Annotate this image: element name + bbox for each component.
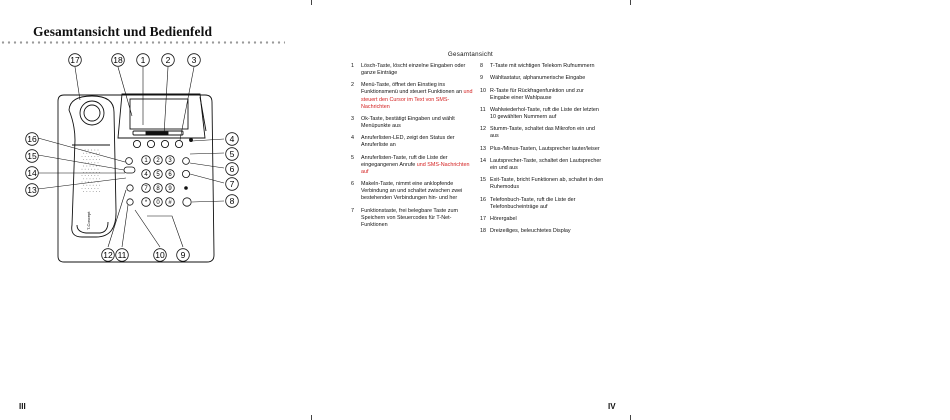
- keypad-key[interactable]: [154, 156, 163, 165]
- callout-number: 3: [191, 55, 197, 65]
- grille-dot: [83, 185, 84, 186]
- grille-dot: [85, 156, 86, 157]
- legend-item: [351, 181, 476, 202]
- callout-number: 10: [155, 250, 165, 260]
- legend-item-number: 10: [480, 87, 486, 94]
- grille-dot: [99, 185, 100, 186]
- grille-dot: [86, 178, 87, 179]
- keypad-key[interactable]: [166, 170, 175, 179]
- callout-number: 14: [27, 168, 37, 178]
- callout-14: [26, 167, 39, 180]
- grille-dot: [88, 162, 89, 163]
- grille-dot: [90, 185, 91, 186]
- callout-17: [69, 54, 82, 67]
- grille-dot: [96, 166, 97, 167]
- grille-dot: [88, 150, 89, 151]
- grille-dot: [91, 175, 92, 176]
- callout-number: 7: [229, 179, 235, 189]
- left-function-buttons: [124, 158, 191, 207]
- callout-number: 4: [229, 134, 235, 144]
- legend-item-text: Dreizeiliges, beleuchtetes Display: [490, 228, 571, 235]
- legend-item-number: 8: [480, 63, 483, 69]
- grille-dot: [83, 159, 84, 160]
- legend-item: [480, 158, 605, 172]
- callout-number: 12: [103, 250, 113, 260]
- keypad-key[interactable]: [166, 156, 175, 165]
- legend-item: [351, 82, 476, 110]
- keypad: [142, 156, 175, 207]
- legend-item: [480, 126, 605, 140]
- legend-item-number: 7: [351, 207, 354, 214]
- grille-dot: [85, 188, 86, 189]
- callout-number: 1: [140, 55, 146, 65]
- grille-dot: [91, 156, 92, 157]
- crop-mark: [311, 0, 312, 5]
- callout-12: [102, 249, 115, 262]
- legend-item: [351, 135, 476, 149]
- grille-dot: [93, 185, 94, 186]
- callout-number: 15: [27, 151, 37, 161]
- crop-mark: [630, 0, 631, 5]
- legend-item-number: 1: [351, 63, 354, 69]
- grille-dot: [98, 188, 99, 189]
- crop-mark: [630, 415, 631, 420]
- callout-number: 2: [165, 55, 171, 65]
- legend-item-text: R-Taste für Rückfragenfunktion und zur Eingabe einer Wahlpause: [490, 87, 584, 101]
- keypad-key[interactable]: [154, 170, 163, 179]
- legend-item: [480, 75, 605, 82]
- grille-dot: [98, 169, 99, 170]
- legend-item-text: Makeln-Taste, nimmt eine anklopfende Verbindung an und schaltet zwischen zwei bestehenden Verbindungen hin- und her: [361, 181, 463, 202]
- right-page: [351, 0, 950, 420]
- grille-dot: [83, 166, 84, 167]
- legend-item: [351, 63, 476, 77]
- keypad-key[interactable]: [154, 184, 163, 193]
- keypad-key-label: 0: [156, 200, 160, 207]
- legend-item: [480, 228, 605, 235]
- callout-1: [137, 54, 150, 67]
- grille-dot: [93, 159, 94, 160]
- grille-dot: [96, 153, 97, 154]
- grille-dot: [99, 178, 100, 179]
- callout-8: [226, 195, 239, 208]
- keypad-key-label: 1: [144, 158, 148, 165]
- legend-item-text: Anruferlisten-Taste, ruft die Liste der eingegangenen Anrufe und SMS-Nachrichten auf: [361, 154, 470, 175]
- grille-dot: [90, 166, 91, 167]
- grille-dot: [85, 175, 86, 176]
- grille-dot: [85, 169, 86, 170]
- callout-number: 9: [180, 250, 186, 260]
- legend-item-text: Exit-Taste, bricht Funktionen ab, schaltet in den Ruhemodus: [490, 177, 604, 191]
- legend-item: [480, 146, 605, 153]
- grille-dot: [85, 182, 86, 183]
- legend-item: [480, 88, 605, 102]
- callout-number: 6: [229, 164, 235, 174]
- legend-item-text: Stumm-Taste, schaltet das Mikrofon ein und aus: [490, 126, 595, 140]
- legend-item-number: 4: [351, 135, 354, 142]
- section-heading: Gesamtansicht: [447, 51, 494, 58]
- legend-item-text: Hörergabel: [490, 216, 517, 223]
- grille-dot: [90, 191, 91, 192]
- grille-dot: [83, 178, 84, 179]
- grille-dot: [94, 169, 95, 170]
- grille-dot: [86, 191, 87, 192]
- grille-dot: [88, 188, 89, 189]
- callout-number: 13: [27, 185, 37, 195]
- callout-number: 16: [27, 134, 37, 144]
- keypad-key[interactable]: [142, 156, 151, 165]
- keypad-key[interactable]: [142, 198, 151, 207]
- keypad-key[interactable]: [154, 198, 163, 207]
- keypad-key-label: 2: [156, 158, 160, 165]
- grille-dot: [94, 150, 95, 151]
- grille-dot: [99, 153, 100, 154]
- legend-item-number: 2: [351, 82, 354, 89]
- grille-dot: [93, 191, 94, 192]
- legend-item-text: Telefonbuch-Taste, ruft die Liste der Telefonbucheinträge auf: [490, 196, 576, 210]
- callout-number: 5: [229, 149, 235, 159]
- keypad-key-label: 6: [168, 172, 172, 179]
- legend-item-number: 11: [480, 106, 486, 113]
- page-number-right: IV: [608, 402, 616, 411]
- callout-number: 17: [70, 55, 80, 65]
- callout-5: [226, 148, 239, 161]
- grille-dot: [98, 150, 99, 151]
- grille-dot: [94, 162, 95, 163]
- legend-item-text: T-Taste mit wichtigen Telekom Rufnummern: [490, 63, 595, 69]
- legend-item-number: 9: [480, 75, 483, 82]
- grille-dot: [86, 166, 87, 167]
- keypad-key-label: 5: [156, 172, 160, 179]
- legend-item-number: 18: [480, 228, 486, 235]
- grille-dot: [90, 159, 91, 160]
- callout-6: [226, 163, 239, 176]
- grille-dot: [96, 159, 97, 160]
- grille-dot: [82, 169, 83, 170]
- grille-dot: [86, 153, 87, 154]
- handset-brand-label: T-Concept: [86, 211, 91, 230]
- grille-dot: [96, 191, 97, 192]
- legend-item-sms-note: und steuert den Cursor im Text von SMS-Nachrichten: [361, 89, 473, 110]
- legend-item-number: 12: [480, 126, 486, 133]
- callout-2: [162, 54, 175, 67]
- callout-number: 18: [113, 55, 123, 65]
- grille-dot: [83, 191, 84, 192]
- grille-dot: [82, 156, 83, 157]
- legend-item-text: Lösch-Taste, löscht einzelne Eingaben oder ganze Einträge: [361, 63, 466, 77]
- keypad-key-label: 8: [156, 186, 160, 193]
- grille-dot: [86, 159, 87, 160]
- callout-7: [226, 178, 239, 191]
- keypad-key-label: #: [168, 200, 172, 207]
- legend-item-number: 3: [351, 115, 354, 122]
- grille-dot: [86, 185, 87, 186]
- grille-dot: [91, 162, 92, 163]
- callout-18: [112, 54, 125, 67]
- legend-item-number: 17: [480, 216, 486, 223]
- grille-dot: [82, 182, 83, 183]
- grille-dot: [88, 175, 89, 176]
- grille-dot: [94, 156, 95, 157]
- telephone-body: [58, 94, 214, 262]
- legend-item-text: Menü-Taste, öffnet den Einstieg ins Funktionsmenü und steuert Funktionen an und steuert den Cursor im Text von SMS-Nachrichten: [361, 82, 473, 110]
- callout-number: 8: [229, 196, 235, 206]
- grille-dot: [91, 169, 92, 170]
- legend-item-text: Funktionstaste, frei belegbare Taste zum Speichern von Steuercodes für T-Net-Funktionen: [361, 207, 458, 228]
- legend-item: [480, 216, 605, 223]
- grille-dot: [96, 178, 97, 179]
- grille-dot: [99, 191, 100, 192]
- legend-column-2: [480, 63, 605, 241]
- grille-dot: [98, 156, 99, 157]
- callout-number: 11: [117, 250, 127, 260]
- legend-item-number: 15: [480, 177, 486, 184]
- legend-item: [351, 208, 476, 229]
- legend-item-number: 14: [480, 157, 486, 164]
- legend-column-1: [351, 63, 476, 234]
- grille-dot: [98, 175, 99, 176]
- grille-dot: [93, 178, 94, 179]
- legend-item-text: Wähltastatur, alphanumerische Eingabe: [490, 75, 586, 82]
- grille-dot: [88, 169, 89, 170]
- grille-dot: [91, 150, 92, 151]
- grille-dot: [90, 178, 91, 179]
- grille-dot: [94, 188, 95, 189]
- legend-item: [351, 116, 476, 130]
- grille-dot: [88, 156, 89, 157]
- keypad-key-label: 9: [168, 186, 172, 193]
- grille-dot: [90, 153, 91, 154]
- grille-dot: [85, 150, 86, 151]
- keypad-key-label: 3: [168, 158, 172, 165]
- legend-item-number: 5: [351, 154, 354, 161]
- keypad-key-label: *: [144, 200, 148, 207]
- legend-item-number: 13: [480, 145, 486, 152]
- legend-item-number: 6: [351, 181, 354, 188]
- legend-item-text: Plus-/Minus-Tasten, Lautsprecher lauter/leiser: [490, 145, 600, 152]
- keypad-key[interactable]: [166, 198, 175, 207]
- callout-11: [116, 249, 129, 262]
- grille-dot: [82, 175, 83, 176]
- legend-item-text: Ok-Taste, bestätigt Eingaben und wählt Menüpunkte aus: [361, 115, 455, 130]
- legend-item: [480, 177, 605, 191]
- speaker-grille: [82, 150, 101, 193]
- grille-dot: [98, 162, 99, 163]
- legend-item: [480, 107, 605, 121]
- legend-item: [480, 197, 605, 211]
- grille-dot: [99, 159, 100, 160]
- keypad-key[interactable]: [142, 184, 151, 193]
- callout-16: [26, 133, 39, 146]
- grille-dot: [93, 166, 94, 167]
- legend-item-sms-note: und SMS-Nachrichten auf: [361, 161, 470, 175]
- keypad-key-label: 4: [144, 172, 148, 179]
- legend-item-text: Anruferlisten-LED, zeigt den Status der Anruferliste an: [361, 135, 455, 149]
- keypad-key-label: 7: [144, 186, 148, 193]
- callout-13: [26, 184, 39, 197]
- legend-item-number: 16: [480, 196, 486, 203]
- callout-9: [177, 249, 190, 262]
- keypad-key[interactable]: [142, 170, 151, 179]
- grille-dot: [96, 185, 97, 186]
- callout-15: [26, 150, 39, 163]
- grille-dot: [91, 188, 92, 189]
- crop-mark: [311, 415, 312, 420]
- page-title: Gesamtansicht und Bedienfeld: [33, 24, 213, 39]
- legend-item-text: Wahlwiederhol-Taste, ruft die Liste der letzten 10 gewählten Nummern auf: [490, 106, 599, 121]
- page-number-left: III: [19, 402, 26, 411]
- callout-3: [188, 54, 201, 67]
- grille-dot: [83, 153, 84, 154]
- callout-4: [226, 133, 239, 146]
- grille-dot: [94, 175, 95, 176]
- keypad-key[interactable]: [166, 184, 175, 193]
- grille-dot: [88, 182, 89, 183]
- legend-item: [480, 63, 605, 70]
- grille-dot: [82, 188, 83, 189]
- legend-item-text: Lautsprecher-Taste, schaltet den Lautsprecher ein und aus: [490, 157, 602, 172]
- legend-item: [351, 155, 476, 176]
- callout-10: [154, 249, 167, 262]
